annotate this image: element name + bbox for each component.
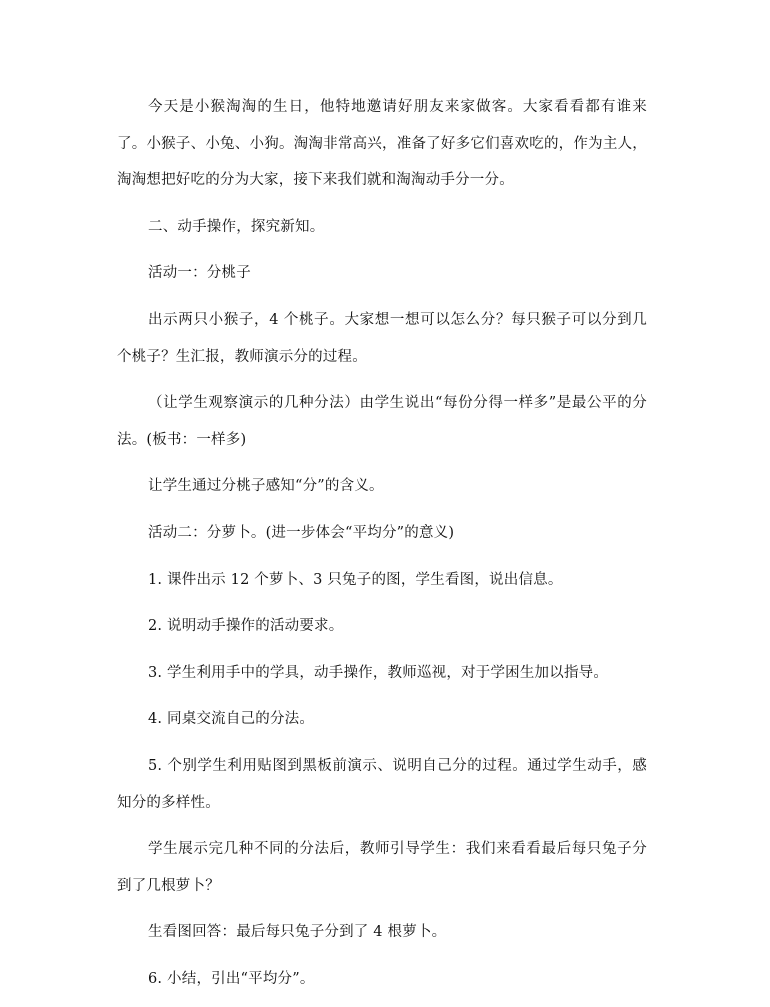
paragraph-intro-story: 今天是小猴淘淘的生日，他特地邀请好朋友来家做客。大家看看都有谁来了。小猴子、小兔、小狗。淘淘非常高兴，准备了好多它们喜欢吃的，作为主人，淘淘想把好吃的分为大家，接下来我们就和淘淘动手分一分。 bbox=[117, 99, 647, 189]
step-1: 1. 课件出示 12 个萝卜、3 只兔子的图，学生看图，说出信息。 bbox=[148, 571, 563, 588]
activity-two-title: 活动二：分萝卜。(进一步体会“平均分”的意义) bbox=[148, 524, 455, 541]
paragraph-fair-division: （让学生观察演示的几种分法）由学生说出“每份分得一样多”是最公平的分法。(板书：一样多) bbox=[117, 395, 647, 448]
paragraph-teacher-guide: 学生展示完几种不同的分法后，教师引导学生：我们来看看最后每只兔子分到了几根萝卜？ bbox=[117, 841, 647, 894]
paragraph-student-answer: 生看图回答：最后每只兔子分到了 4 根萝卜。 bbox=[148, 924, 447, 941]
step-2: 2. 说明动手操作的活动要求。 bbox=[148, 618, 344, 635]
paragraph-divide-meaning: 让学生通过分桃子感知“分”的含义。 bbox=[148, 478, 384, 495]
section-heading-hands-on: 二、动手操作，探究新知。 bbox=[148, 218, 325, 235]
step-4: 4. 同桌交流自己的分法。 bbox=[148, 711, 315, 728]
document-body bbox=[117, 89, 647, 1007]
step-5: 5. 个别学生利用贴图到黑板前演示、说明自己分的过程。通过学生动手，感知分的多样性。 bbox=[117, 757, 647, 811]
activity-one-title: 活动一：分桃子 bbox=[148, 265, 251, 282]
paragraph-peach-question: 出示两只小猴子，4 个桃子。大家想一想可以怎么分？每只猴子可以分到几个桃子？生汇报，教师演示分的过程。 bbox=[117, 311, 647, 365]
step-3: 3. 学生利用手中的学具，动手操作，教师巡视，对于学困生加以指导。 bbox=[148, 664, 609, 681]
step-6-summary: 6. 小结，引出“平均分”。 bbox=[148, 970, 315, 987]
